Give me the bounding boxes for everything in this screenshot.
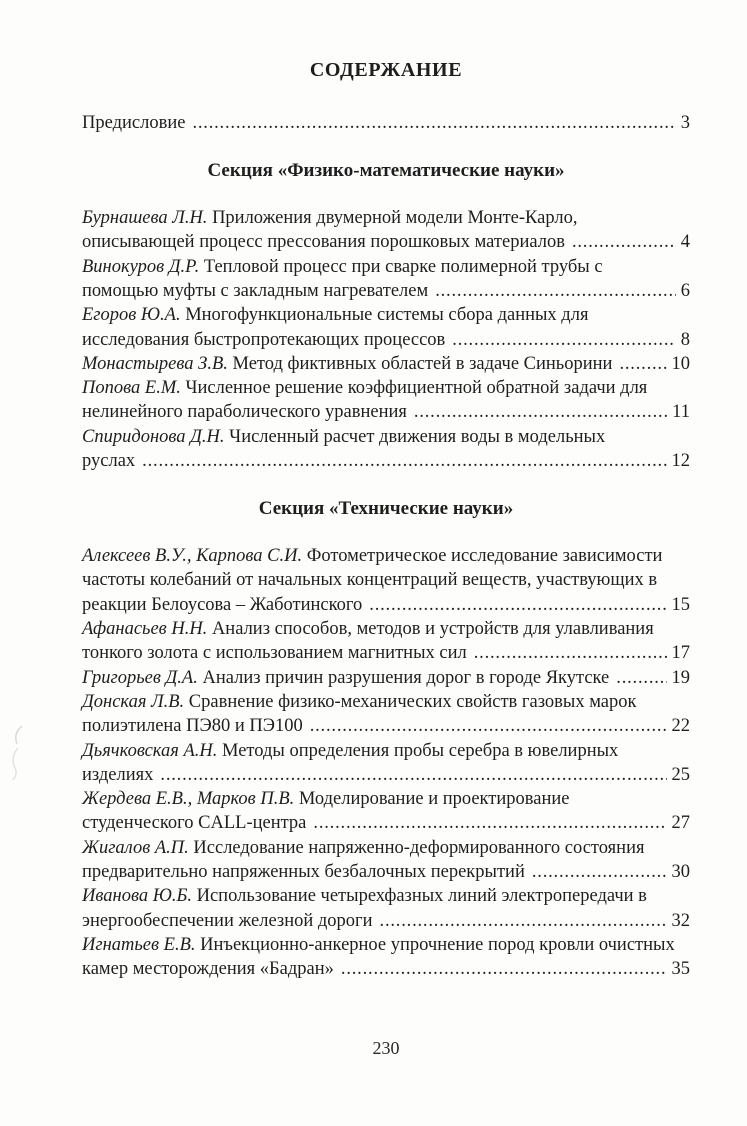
entry-text: Донская Л.В. Сравнение физико-механических свойств газовых марок (82, 691, 637, 712)
sections (82, 159, 690, 981)
toc-entry (82, 303, 690, 352)
toc-entry (82, 425, 690, 474)
toc-entry-line (82, 714, 690, 738)
entry-authors: Спиридонова Д.Н. (82, 426, 230, 447)
dot-leader (369, 593, 666, 617)
entry-text: студенческого CALL-центра (82, 813, 307, 834)
toc-entry (82, 787, 690, 836)
entry-text: Дьячковская А.Н. Методы определения пробы серебра в ювелирных (82, 740, 619, 761)
entry-text: тонкого золота с использованием магнитных сил (82, 643, 467, 664)
entry-authors: Афанасьев Н.Н. (82, 619, 212, 640)
entry-authors: Донская Л.В. (82, 691, 189, 712)
entry-text: полиэтилена ПЭ80 и ПЭ100 (82, 716, 303, 737)
entry-authors: Жердева Е.В., Марков П.В. (82, 789, 299, 810)
preface-page-number: 3 (680, 113, 690, 133)
dot-leader (452, 328, 675, 352)
toc-entry-line (82, 933, 690, 957)
entry-text: Жердева Е.В., Марков П.В. Моделирование и проектирование (82, 789, 570, 810)
entry-page-number: 25 (671, 764, 690, 785)
toc-entry-line (82, 328, 690, 352)
entry-text: Григорьев Д.А. Анализ причин разрушения дорог в городе Якутске (82, 667, 610, 688)
toc-section (82, 159, 690, 473)
entry-text: помощью муфты с закладным нагревателем (82, 280, 429, 301)
entry-authors: Игнатьев Е.В. (82, 934, 201, 955)
toc-entry-line (82, 376, 690, 400)
toc-entry-line (82, 641, 690, 665)
dot-leader (160, 763, 666, 787)
entry-text: предварительно напряженных безбалочных перекрытий (82, 862, 525, 883)
entry-text: камер месторождения «Бадран» (82, 959, 334, 980)
dot-leader (310, 714, 667, 738)
dot-leader (192, 111, 675, 135)
entry-authors: Григорьев Д.А. (82, 667, 203, 688)
toc-entry-line (82, 787, 690, 811)
entry-authors: Винокуров Д.Р. (82, 256, 204, 277)
page-content (82, 0, 690, 1060)
entry-text: Жигалов А.П. Исследование напряженно-деформированного состояния (82, 837, 645, 858)
toc-entry (82, 933, 690, 982)
entry-text: описывающей процесс прессования порошковых материалов (82, 232, 565, 253)
toc-entry-line (82, 400, 690, 424)
entry-authors: Егоров Ю.А. (82, 305, 186, 326)
toc-entry-line (82, 690, 690, 714)
entry-text: изделиях (82, 764, 154, 785)
entry-authors: Жигалов А.П. (82, 837, 194, 858)
entry-text: Спиридонова Д.Н. Численный расчет движения воды в модельных (82, 426, 606, 447)
toc-entry-line (82, 860, 690, 884)
pencil-mark (2, 722, 38, 792)
entry-page-number: 32 (671, 910, 690, 931)
toc-entry-line (82, 206, 690, 230)
toc-entry (82, 206, 690, 255)
entry-text: энергообеспечении железной дороги (82, 910, 373, 931)
entry-page-number: 17 (671, 643, 690, 664)
dot-leader (435, 279, 676, 303)
toc-entry-line (82, 568, 690, 592)
entry-text: Иванова Ю.Б. Использование четырехфазных линий электропередачи в (82, 886, 647, 907)
toc-entry (82, 666, 690, 690)
toc-entry-line (82, 763, 690, 787)
toc-entry (82, 255, 690, 304)
toc-entry (82, 617, 690, 666)
toc-section (82, 497, 690, 981)
preface-label: Предисловие (82, 113, 186, 133)
toc-entry-line (82, 303, 690, 327)
entry-text: частоты колебаний от начальных концентраций веществ, участвующих в (82, 570, 658, 591)
section-heading: Секция «Технические науки» (258, 498, 514, 520)
entry-page-number: 10 (671, 353, 690, 374)
toc-entry-line (82, 884, 690, 908)
entry-text: Егоров Ю.А. Многофункциональные системы сбора данных для (82, 305, 589, 326)
entry-text: исследования быстропротекающих процессов (82, 329, 446, 350)
toc-entry-line (82, 739, 690, 763)
entry-page-number: 15 (671, 594, 690, 615)
entry-text: Игнатьев Е.В. Инъекционно-анкерное упрочнение пород кровли очистных (82, 934, 675, 955)
page-title: СОДЕРЖАНИЕ (309, 59, 463, 81)
toc-entry (82, 690, 690, 739)
dot-leader (474, 641, 667, 665)
entry-page-number: 12 (671, 451, 690, 472)
entry-list (82, 206, 690, 473)
toc-entry-line (82, 811, 690, 835)
entry-authors: Дьячковская А.Н. (82, 740, 223, 761)
toc-entry-line (82, 593, 690, 617)
dot-leader (313, 811, 666, 835)
entry-page-number: 19 (671, 667, 690, 688)
entry-authors: Монастырева З.В. (82, 353, 233, 374)
entry-authors: Попова Е.М. (82, 378, 186, 399)
toc-entry (82, 352, 690, 376)
toc-entry-line (82, 957, 690, 981)
entry-text: Попова Е.М. Численное решение коэффициентной обратной задачи для (82, 378, 648, 399)
toc-entry-line (82, 425, 690, 449)
toc-entry-line (82, 449, 690, 473)
dot-leader (616, 666, 666, 690)
entry-page-number: 35 (671, 959, 690, 980)
dot-leader (142, 449, 666, 473)
entry-authors: Бурнашева Л.Н. (82, 208, 213, 229)
entry-list (82, 544, 690, 981)
entry-page-number: 22 (671, 716, 690, 737)
dot-leader (341, 957, 667, 981)
entry-text: нелинейного параболического уравнения (82, 402, 407, 423)
toc-entry-line (82, 544, 690, 568)
section-heading: Секция «Физико-математические науки» (207, 160, 565, 182)
entry-page-number: 11 (672, 402, 690, 423)
toc-entry-line (82, 230, 690, 254)
toc-entry (82, 884, 690, 933)
entry-text: Винокуров Д.Р. Тепловой процесс при сварке полимерной трубы с (82, 256, 603, 277)
toc-entry-line (82, 666, 690, 690)
toc-entry (82, 836, 690, 885)
toc-entry (82, 739, 690, 788)
toc-entry-line (82, 352, 690, 376)
entry-authors: Алексеев В.У., Карпова С.И. (82, 546, 307, 567)
toc-entry-line (82, 617, 690, 641)
toc-entry-line (82, 909, 690, 933)
preface-row (82, 111, 690, 135)
entry-text: Афанасьев Н.Н. Анализ способов, методов и устройств для улавливания (82, 619, 654, 640)
toc-entry-line (82, 279, 690, 303)
entry-text: руслах (82, 451, 136, 472)
entry-page-number: 27 (671, 813, 690, 834)
toc-entry-line (82, 255, 690, 279)
dot-leader (572, 230, 676, 254)
folio-page-number: 230 (372, 1037, 400, 1058)
entry-authors: Иванова Ю.Б. (82, 886, 197, 907)
dot-leader (414, 400, 667, 424)
entry-page-number: 8 (680, 329, 690, 350)
entry-text: реакции Белоусова – Жаботинского (82, 594, 363, 615)
entry-page-number: 4 (680, 232, 690, 253)
dot-leader (380, 909, 667, 933)
entry-text: Монастырева З.В. Метод фиктивных областей в задаче Синьорини (82, 353, 613, 374)
toc-entry (82, 376, 690, 425)
entry-text: Бурнашева Л.Н. Приложения двумерной модели Монте-Карло, (82, 208, 578, 229)
toc-entry-line (82, 836, 690, 860)
entry-text: Алексеев В.У., Карпова С.И. Фотометрическое исследование зависимости (82, 546, 663, 567)
toc-entry (82, 544, 690, 617)
entry-page-number: 6 (680, 280, 690, 301)
dot-leader (532, 860, 667, 884)
dot-leader (619, 352, 666, 376)
entry-page-number: 30 (671, 862, 690, 883)
